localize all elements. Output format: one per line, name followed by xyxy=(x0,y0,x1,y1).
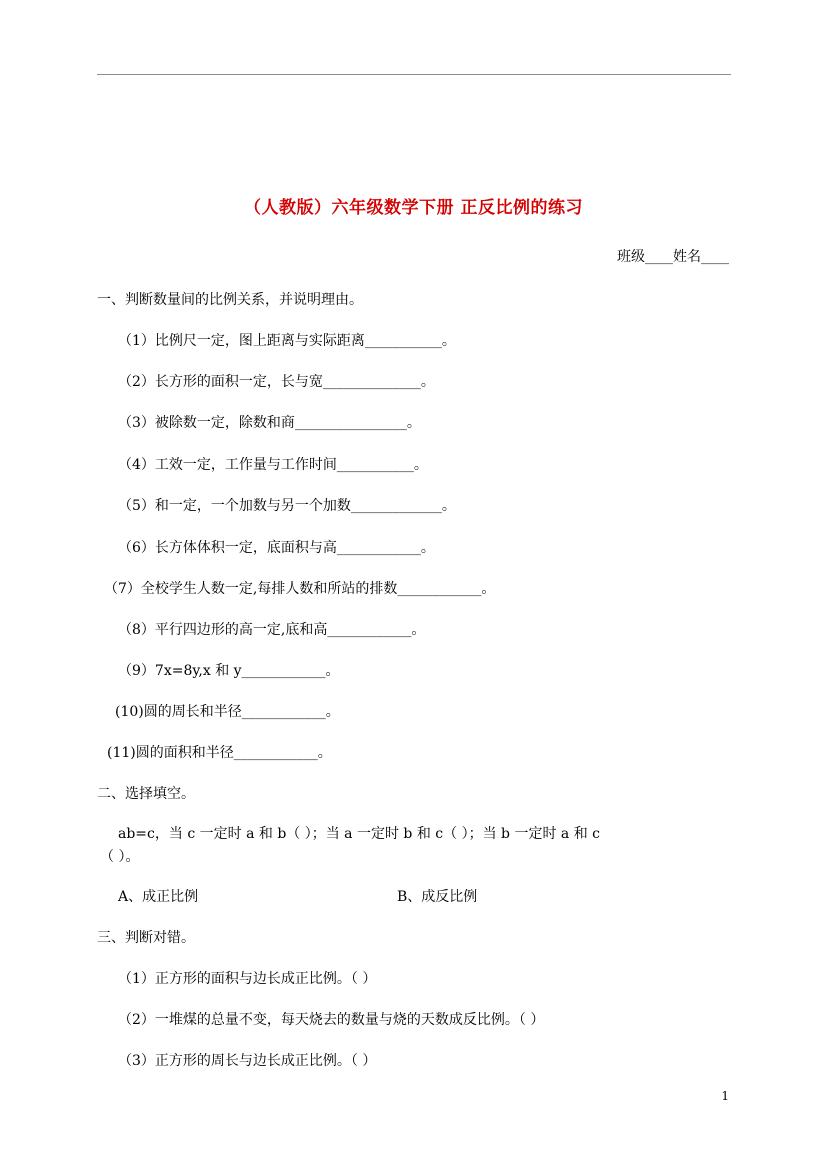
document-title: （人教版）六年级数学下册 正反比例的练习 xyxy=(244,198,583,218)
section-1-item-3: （3）被除数一定，除数和商________________。 xyxy=(118,415,421,431)
section-1-item-6: （6）长方体体积一定，底面积与高____________。 xyxy=(118,540,435,556)
section-1-item-9: （9）7x=8y,x 和 y____________。 xyxy=(118,663,340,679)
section-3-item-3: （3）正方形的周长与边长成正比例。（ ） xyxy=(118,1053,377,1069)
section-2-question-line-2: （ ）。 xyxy=(100,849,140,865)
section-2-question-line-1: ab=c，当 c 一定时 a 和 b（ ）；当 a 一定时 b 和 c（ ）；当 b 一定时 a 和 c xyxy=(118,826,600,842)
section-2-option-a: A、成正比例 xyxy=(118,889,199,905)
section-1-item-1: （1）比例尺一定，图上距离与实际距离___________。 xyxy=(118,333,456,349)
section-3-heading: 三、判断对错。 xyxy=(97,930,195,946)
section-1-item-10: (10)圆的周长和半径____________。 xyxy=(115,704,340,720)
section-1-item-8: （8）平行四边形的高一定,底和高____________。 xyxy=(118,622,426,638)
header-rule xyxy=(97,74,731,75)
section-3-item-1: （1）正方形的面积与边长成正比例。（ ） xyxy=(118,971,377,987)
section-1-heading: 一、判断数量间的比例关系，并说明理由。 xyxy=(97,292,363,308)
section-1-item-7: （7）全校学生人数一定,每排人数和所站的排数____________。 xyxy=(104,581,496,597)
section-1-item-5: （5）和一定，一个加数与另一个加数_____________。 xyxy=(118,498,456,514)
section-1-item-11: (11)圆的面积和半径____________。 xyxy=(107,745,332,761)
section-2-heading: 二、选择填空。 xyxy=(97,786,195,802)
page-number: 1 xyxy=(721,1089,729,1103)
section-2-option-b: B、成反比例 xyxy=(397,889,478,905)
class-name-field: 班级____姓名____ xyxy=(617,249,729,265)
section-3-item-2: （2）一堆煤的总量不变，每天烧去的数量与烧的天数成反比例。（ ） xyxy=(118,1012,545,1028)
section-1-item-4: （4）工效一定，工作量与工作时间___________。 xyxy=(118,457,428,473)
section-1-item-2: （2）长方形的面积一定，长与宽______________。 xyxy=(118,374,435,390)
